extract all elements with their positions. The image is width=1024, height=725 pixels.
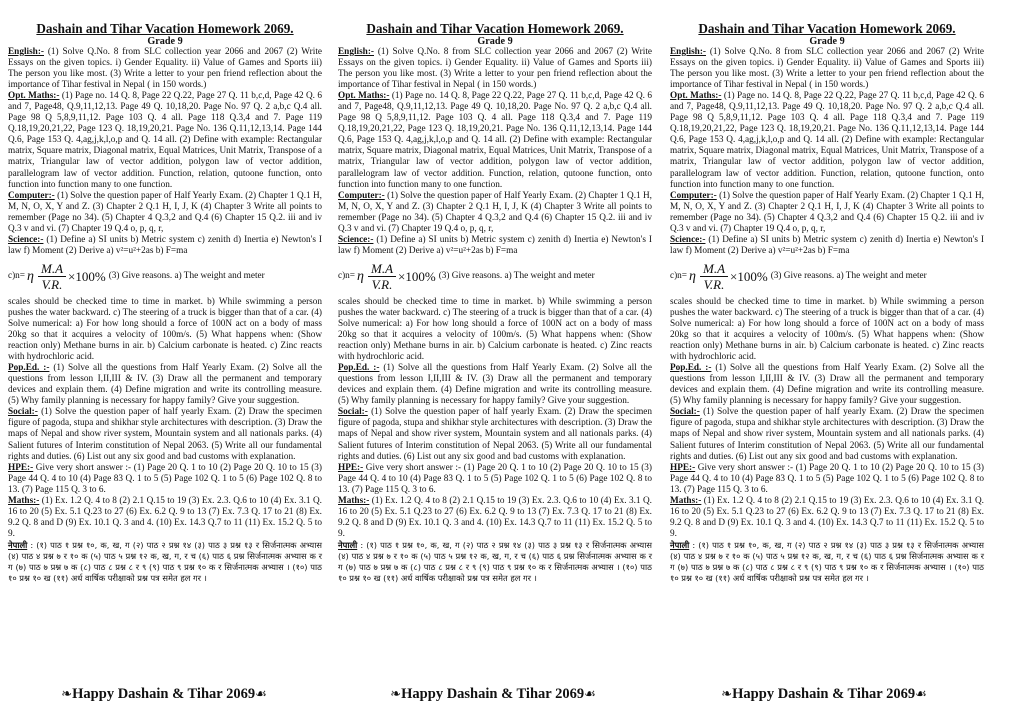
formula-eta: η [357, 269, 364, 285]
homework-column-2 [328, 0, 658, 725]
subject-label: Pop.Ed. :- [670, 363, 712, 374]
subject-label: HPE:- [8, 462, 34, 473]
subject-label: English:- [8, 47, 44, 57]
social-section [338, 407, 652, 462]
subject-text: : (१) पाठ १ प्रश्न १०, क, ख, ग (२) पाठ २ प्रश्न १४ (३) पाठ ३ प्रश्न १३ र सिर्जनात्मक अभ्यास (४) पाठ ४ प्रश्न ७ र १० क (५) पाठ ५ प्रश्न १२ क, ख, ग, र च (६) पाठ ६ प्रश्न सिर्जनात्मक अभ्यास क र ग (७) पाठ ७ प्रश्न ७ क (८) पाठ ८ प्रश्न ८ र ९ (९) पाठ ९ प्रश्न १० क र सिर्जनात्मक अभ्यास । (१०) पाठ १० प्रश्न १० ख (११) अर्ध वार्षिक परीक्षाको प्रश्न पत्र समेत हल गर । [670, 539, 984, 584]
formula-denominator: V.R. [703, 277, 725, 293]
poped-section [338, 363, 652, 407]
subject-text: Give very short answer :- (1) Page 20 Q. 1 to 10 (2) Page 20 Q. 10 to 15 (3) Page 44 Q. 4 to 10 (4) Page 83 Q. 1 to 5 (5) Page 102 Q. 1 to 5 (6) Page 102 Q. 8 to 13. (7) Page 115 Q. 3 to 6. [8, 462, 322, 495]
subject-text: (1) Solve the question paper of Half Yearly Exam. (2) Chapter 1 Q.1 H, M, N, O, X, Y and Z. (3) Chapter 2 Q.1 H, I, J, K (4) Chapter 3 Write all points to remember (Page no 34). (5) Chapter 4 Q.3,2 and Q.4 (6) Chapter 15 Q.2. iii and iv Q.3 v and vi. (7) Chapter 19 Q.4 o, p, q, r, [8, 190, 322, 234]
english-section [338, 47, 652, 91]
science-section-cont: scales should be checked time to time in market. b) While swimming a person pushes the water backward. c) The steering of a truck is bigger than that of a car. (4) Solve numerical: a) For how long should a force of 100N act on a body of mass 20kg so that it acquires a velocity of 100m/s. (5) What happens when: (Show reaction only) Methane burns in air. b) Calcium carbonate is heated. c) Zinc reacts with hydrochloric acid. [8, 296, 322, 363]
formula-times: × [730, 269, 738, 285]
subject-text: (1) Solve the question paper of half yearly Exam. (2) Draw the specimen figure of pagoda, stupa and shikhar style architectures with description. (3) Draw the maps of Nepal and show river system, Mountain system and all nationals parks. (4) Salient futures of Interim constitution of Nepal 2063. (5) Write all our fundamental rights and duties. (6) List out any six good and bad customs with explanation. [670, 407, 984, 462]
subject-text: (1) Page no. 14 Q. 8, Page 22 Q.22, Page 27 Q. 11 b,c,d, Page 42 Q. 6 and 7, Page48, Q.9,11,12,13. Page 49 Q. 10,18,20. Page No. 97 Q. 2 a,b,c Q.4 all. Page 98 Q 5,8,9,11,12. Page 103 Q. 4 all. Page 118 Q.3,4 and 7. Page 119 Q.18,19,20,21,22, Page 123 Q. 18,19,20,21. Page No. 136 Q.11,12,13,14. Page 144 Q.6, Page 153 Q. 4,ag,j,k,l,o,p and Q. 14 all. (2) Define with example: Rectangular matrix, Square matrix, Diagonal matrix, Equal Matrices, Unit Matrix, Transpose of a matrix, Triangular law of vector addition, polygon law of vector addition, parallelogram law of vector addition. Function, relation, qutoone function, onto function into function many to one function. [338, 91, 652, 190]
subject-label: Computer:- [8, 190, 55, 201]
subject-label: English:- [338, 47, 374, 57]
subject-label: Maths:- [338, 495, 370, 506]
ornament-right-icon: ☙ [255, 687, 267, 702]
maths-section [338, 496, 652, 540]
footer-text: Happy Dashain & Tihar 2069 [401, 686, 585, 702]
subject-text: (1) Ex. 1.2 Q. 4 to 8 (2) 2.1 Q.15 to 19 (3) Ex. 2.3. Q.6 to 10 (4) Ex. 3.1 Q. 16 to 20 (5) Ex. 5.1 Q.23 to 27 (6) Ex. 6.2 Q. 9 to 13 (7) Ex. 7.3 Q. 17 to 21 (8) Ex. 9.2 Q. 8 and D (9) Ex. 10.1 Q. 3 and 4. (10) Ex. 14.3 Q.7 to 11 (11) Ex. 15.2 Q. 5 to 9. [8, 495, 322, 539]
subject-text: (1) Solve the question paper of half yearly Exam. (2) Draw the specimen figure of pagoda, stupa and shikhar style architectures with description. (3) Draw the maps of Nepal and show river system, Mountain system and all nationals parks. (4) Salient futures of Interim constitution of Nepal 2063. (5) Write all our fundamental rights and duties. (6) List out any six good and bad customs with explanation. [8, 407, 322, 462]
formula-suffix: (3) Give reasons. a) The weight and meter [770, 271, 927, 282]
formula-fraction [700, 261, 728, 292]
formula-times: × [398, 269, 406, 285]
formula-expression [687, 261, 771, 292]
efficiency-formula [338, 258, 652, 296]
greeting-footer [0, 686, 328, 703]
footer-text: Happy Dashain & Tihar 2069 [72, 686, 256, 702]
poped-section [8, 363, 322, 407]
science-section-cont: scales should be checked time to time in market. b) While swimming a person pushes the water backward. c) The steering of a truck is bigger than that of a car. (4) Solve numerical: a) For how long should a force of 100N act on a body of mass 20kg so that it acquires a velocity of 100m/s. (5) What happens when: (Show reaction only) Methane burns in air. b) Calcium carbonate is heated. c) Zinc reacts with hydrochloric acid. [670, 296, 984, 363]
subject-label: Science:- [8, 234, 44, 245]
subject-label: Maths:- [670, 495, 702, 506]
science-section [338, 235, 652, 257]
subject-text: (1) Solve all the questions from Half Yearly Exam. (2) Solve all the questions from lesson I,II,III & IV. (3) Draw all the permanent and temporary devices and explain them. (4) Define migration and write its controlling measure. (5) Why family planning is necessary for happy family? Give your suggestion. [670, 363, 984, 407]
hpe-section [670, 463, 984, 496]
footer-text: Happy Dashain & Tihar 2069 [732, 686, 916, 702]
subject-label: Maths:- [8, 495, 40, 506]
ornament-left-icon: ❧ [721, 687, 733, 702]
ornament-left-icon: ❧ [390, 687, 402, 702]
subject-text: (1) Solve all the questions from Half Yearly Exam. (2) Solve all the questions from lesson I,II,III & IV. (3) Draw all the permanent and temporary devices and explain them. (4) Define migration and write its controlling measure. (5) Why family planning is necessary for happy family? Give your suggestion. [338, 363, 652, 407]
optmaths-section [338, 91, 652, 190]
homework-body [338, 47, 652, 584]
hpe-section [338, 463, 652, 496]
ornament-right-icon: ☙ [915, 687, 927, 702]
formula-prefix: c)n= [8, 271, 26, 282]
subject-text: (1) Define a) SI units b) Metric system c) zenith d) Inertia e) Newton's I law f) Moment (2) Derive a) v²=u²+2as b) F=ma [338, 234, 652, 256]
formula-denominator: V.R. [41, 277, 63, 293]
formula-numerator: M.A [368, 261, 396, 277]
subject-text: (1) Define a) SI units b) Metric system c) zenith d) Inertia e) Newton's I law f) Moment (2) Derive a) v²=u²+2as b) F=ma [670, 234, 984, 256]
hpe-section [8, 463, 322, 496]
subject-text: (1) Solve Q.No. 8 from SLC collection year 2066 and 2067 (2) Write Essays on the given topics. i) Gender Equality. ii) Value of Games and Sports iii) The person you like most. (3) Write a letter to your pen friend reflection about the importance of Tihar festival in Nepal ( in 150 words.) [670, 47, 984, 91]
formula-eta: η [689, 269, 696, 285]
document-title: Dashain and Tihar Vacation Homework 2069. [698, 21, 956, 36]
subject-text: (1) Solve the question paper of Half Yearly Exam. (2) Chapter 1 Q.1 H, M, N, O, X, Y and Z. (3) Chapter 2 Q.1 H, I, J, K (4) Chapter 3 Write all points to remember (Page no 34). (5) Chapter 4 Q.3,2 and Q.4 (6) Chapter 15 Q.2. iii and iv Q.3 v and vi. (7) Chapter 19 Q.4 o, p, q, r, [338, 190, 652, 234]
formula-percent: 100% [737, 269, 768, 285]
homework-body [8, 47, 322, 584]
computer-section [8, 191, 322, 235]
document-title: Dashain and Tihar Vacation Homework 2069. [36, 21, 294, 36]
subject-label: Pop.Ed. :- [338, 363, 380, 374]
efficiency-formula [670, 258, 984, 296]
subject-label: HPE:- [670, 462, 696, 473]
poped-section [670, 363, 984, 407]
subject-text: (1) Ex. 1.2 Q. 4 to 8 (2) 2.1 Q.15 to 19 (3) Ex. 2.3. Q.6 to 10 (4) Ex. 3.1 Q. 16 to 20 (5) Ex. 5.1 Q.23 to 27 (6) Ex. 6.2 Q. 9 to 13 (7) Ex. 7.3 Q. 17 to 21 (8) Ex. 9.2 Q. 8 and D (9) Ex. 10.1 Q. 3 and 4. (10) Ex. 14.3 Q.7 to 11 (11) Ex. 15.2 Q. 5 to 9. [338, 495, 652, 539]
formula-percent: 100% [75, 269, 106, 285]
english-section [8, 47, 322, 91]
subject-text: (1) Page no. 14 Q. 8, Page 22 Q.22, Page 27 Q. 11 b,c,d, Page 42 Q. 6 and 7, Page48, Q.9,11,12,13. Page 49 Q. 10,18,20. Page No. 97 Q. 2 a,b,c Q.4 all. Page 98 Q 5,8,9,11,12. Page 103 Q. 4 all. Page 118 Q.3,4 and 7. Page 119 Q.18,19,20,21,22, Page 123 Q. 18,19,20,21. Page No. 136 Q.11,12,13,14. Page 144 Q.6, Page 153 Q. 4,ag,j,k,l,o,p and Q. 14 all. (2) Define with example: Rectangular matrix, Square matrix, Diagonal matrix, Equal Matrices, Unit Matrix, Transpose of a matrix, Triangular law of vector addition, polygon law of vector addition, parallelogram law of vector addition. Function, relation, qutoone function, onto function into function many to one function. [670, 91, 984, 190]
social-section [8, 407, 322, 462]
formula-prefix: c)n= [338, 271, 356, 282]
subject-label: नेपाली [8, 539, 28, 550]
formula-expression [355, 261, 439, 292]
social-section [670, 407, 984, 462]
maths-section [670, 496, 984, 540]
subject-label: Science:- [670, 234, 706, 245]
subject-text: Give very short answer :- (1) Page 20 Q. 1 to 10 (2) Page 20 Q. 10 to 15 (3) Page 44 Q. 4 to 10 (4) Page 83 Q. 1 to 5 (5) Page 102 Q. 1 to 5 (6) Page 102 Q. 8 to 13. (7) Page 115 Q. 3 to 6. [670, 462, 984, 495]
subject-label: नेपाली [670, 539, 690, 550]
subject-text: (1) Solve Q.No. 8 from SLC collection year 2066 and 2067 (2) Write Essays on the given topics. i) Gender Equality. ii) Value of Games and Sports iii) The person you like most. (3) Write a letter to your pen friend reflection about the importance of Tihar festival in Nepal ( in 150 words.) [338, 47, 652, 91]
subject-text: (1) Solve the question paper of Half Yearly Exam. (2) Chapter 1 Q.1 H, M, N, O, X, Y and Z. (3) Chapter 2 Q.1 H, I, J, K (4) Chapter 3 Write all points to remember (Page no 34). (5) Chapter 4 Q.3,2 and Q.4 (6) Chapter 15 Q.2. iii and iv Q.3 v and vi. (7) Chapter 19 Q.4 o, p, q, r, [670, 190, 984, 234]
ornament-left-icon: ❧ [61, 687, 73, 702]
subject-label: Opt. Maths:- [8, 91, 60, 102]
english-section [670, 47, 984, 91]
formula-eta: η [27, 269, 34, 285]
grade-label: Grade 9 [147, 36, 183, 47]
formula-numerator: M.A [700, 261, 728, 277]
subject-text: (1) Solve the question paper of half yearly Exam. (2) Draw the specimen figure of pagoda, stupa and shikhar style architectures with description. (3) Draw the maps of Nepal and show river system, Mountain system and all nationals parks. (4) Salient futures of Interim constitution of Nepal 2063. (5) Write all our fundamental rights and duties. (6) List out any six good and bad customs with explanation. [338, 407, 652, 462]
greeting-footer [328, 686, 658, 703]
subject-label: Computer:- [338, 190, 385, 201]
formula-percent: 100% [405, 269, 436, 285]
subject-label: Pop.Ed. :- [8, 363, 50, 374]
document-title: Dashain and Tihar Vacation Homework 2069. [366, 21, 624, 36]
nepali-section [670, 540, 984, 584]
homework-column-1 [0, 0, 328, 725]
subject-label: Social:- [8, 407, 38, 418]
greeting-footer [658, 686, 990, 703]
subject-text: (1) Ex. 1.2 Q. 4 to 8 (2) 2.1 Q.15 to 19 (3) Ex. 2.3. Q.6 to 10 (4) Ex. 3.1 Q. 16 to 20 (5) Ex. 5.1 Q.23 to 27 (6) Ex. 6.2 Q. 9 to 13 (7) Ex. 7.3 Q. 17 to 21 (8) Ex. 9.2 Q. 8 and D (9) Ex. 10.1 Q. 3 and 4. (10) Ex. 14.3 Q.7 to 11 (11) Ex. 15.2 Q. 5 to 9. [670, 495, 984, 539]
computer-section [338, 191, 652, 235]
formula-expression [25, 261, 109, 292]
formula-denominator: V.R. [371, 277, 393, 293]
computer-section [670, 191, 984, 235]
subject-label: Computer:- [670, 190, 717, 201]
formula-prefix: c)n= [670, 271, 688, 282]
subject-label: Science:- [338, 234, 374, 245]
optmaths-section [670, 91, 984, 190]
homework-body [670, 47, 984, 584]
subject-text: (1) Solve Q.No. 8 from SLC collection year 2066 and 2067 (2) Write Essays on the given topics. i) Gender Equality. ii) Value of Games and Sports iii) The person you like most. (3) Write a letter to your pen friend reflection about the importance of Tihar festival in Nepal ( in 150 words.) [8, 47, 322, 91]
formula-fraction [368, 261, 396, 292]
subject-label: Social:- [338, 407, 368, 418]
science-section-cont: scales should be checked time to time in market. b) While swimming a person pushes the water backward. c) The steering of a truck is bigger than that of a car. (4) Solve numerical: a) For how long should a force of 100N act on a body of mass 20kg so that it acquires a velocity of 100m/s. (5) What happens when: (Show reaction only) Methane burns in air. b) Calcium carbonate is heated. c) Zinc reacts with hydrochloric acid. [338, 296, 652, 363]
formula-suffix: (3) Give reasons. a) The weight and meter [438, 271, 595, 282]
optmaths-section [8, 91, 322, 190]
subject-label: Opt. Maths:- [338, 91, 390, 102]
subject-label: नेपाली [338, 539, 358, 550]
subject-label: HPE:- [338, 462, 364, 473]
subject-label: English:- [670, 47, 706, 57]
formula-numerator: M.A [38, 261, 66, 277]
formula-times: × [68, 269, 76, 285]
maths-section [8, 496, 322, 540]
formula-fraction [38, 261, 66, 292]
subject-label: Opt. Maths:- [670, 91, 722, 102]
subject-label: Social:- [670, 407, 700, 418]
subject-text: Give very short answer :- (1) Page 20 Q. 1 to 10 (2) Page 20 Q. 10 to 15 (3) Page 44 Q. 4 to 10 (4) Page 83 Q. 1 to 5 (5) Page 102 Q. 1 to 5 (6) Page 102 Q. 8 to 13. (7) Page 115 Q. 3 to 6. [338, 462, 652, 495]
science-section [670, 235, 984, 257]
formula-suffix: (3) Give reasons. a) The weight and meter [108, 271, 265, 282]
subject-text: (1) Define a) SI units b) Metric system c) zenith d) Inertia e) Newton's I law f) Moment (2) Derive a) v²=u²+2as b) F=ma [8, 234, 322, 256]
grade-label: Grade 9 [477, 36, 513, 47]
subject-text: (1) Page no. 14 Q. 8, Page 22 Q.22, Page 27 Q. 11 b,c,d, Page 42 Q. 6 and 7, Page48, Q.9,11,12,13. Page 49 Q. 10,18,20. Page No. 97 Q. 2 a,b,c Q.4 all. Page 98 Q 5,8,9,11,12. Page 103 Q. 4 all. Page 118 Q.3,4 and 7. Page 119 Q.18,19,20,21,22, Page 123 Q. 18,19,20,21. Page No. 136 Q.11,12,13,14. Page 144 Q.6, Page 153 Q. 4,ag,j,k,l,o,p and Q. 14 all. (2) Define with example: Rectangular matrix, Square matrix, Diagonal matrix, Equal Matrices, Unit Matrix, Transpose of a matrix, Triangular law of vector addition, polygon law of vector addition, parallelogram law of vector addition. Function, relation, qutoone function, onto function into function many to one function. [8, 91, 322, 190]
homework-column-3 [658, 0, 990, 725]
nepali-section [338, 540, 652, 584]
efficiency-formula [8, 258, 322, 296]
ornament-right-icon: ☙ [584, 687, 596, 702]
subject-text: : (१) पाठ १ प्रश्न १०, क, ख, ग (२) पाठ २ प्रश्न १४ (३) पाठ ३ प्रश्न १३ र सिर्जनात्मक अभ्यास (४) पाठ ४ प्रश्न ७ र १० क (५) पाठ ५ प्रश्न १२ क, ख, ग, र च (६) पाठ ६ प्रश्न सिर्जनात्मक अभ्यास क र ग (७) पाठ ७ प्रश्न ७ क (८) पाठ ८ प्रश्न ८ र ९ (९) पाठ ९ प्रश्न १० क र सिर्जनात्मक अभ्यास । (१०) पाठ १० प्रश्न १० ख (११) अर्ध वार्षिक परीक्षाको प्रश्न पत्र समेत हल गर । [338, 539, 652, 584]
nepali-section [8, 540, 322, 584]
subject-text: : (१) पाठ १ प्रश्न १०, क, ख, ग (२) पाठ २ प्रश्न १४ (३) पाठ ३ प्रश्न १३ र सिर्जनात्मक अभ्यास (४) पाठ ४ प्रश्न ७ र १० क (५) पाठ ५ प्रश्न १२ क, ख, ग, र च (६) पाठ ६ प्रश्न सिर्जनात्मक अभ्यास क र ग (७) पाठ ७ प्रश्न ७ क (८) पाठ ८ प्रश्न ८ र ९ (९) पाठ ९ प्रश्न १० क र सिर्जनात्मक अभ्यास । (१०) पाठ १० प्रश्न १० ख (११) अर्ध वार्षिक परीक्षाको प्रश्न पत्र समेत हल गर । [8, 539, 322, 584]
subject-text: (1) Solve all the questions from Half Yearly Exam. (2) Solve all the questions from lesson I,II,III & IV. (3) Draw all the permanent and temporary devices and explain them. (4) Define migration and write its controlling measure. (5) Why family planning is necessary for happy family? Give your suggestion. [8, 363, 322, 407]
science-section [8, 235, 322, 257]
grade-label: Grade 9 [809, 36, 845, 47]
